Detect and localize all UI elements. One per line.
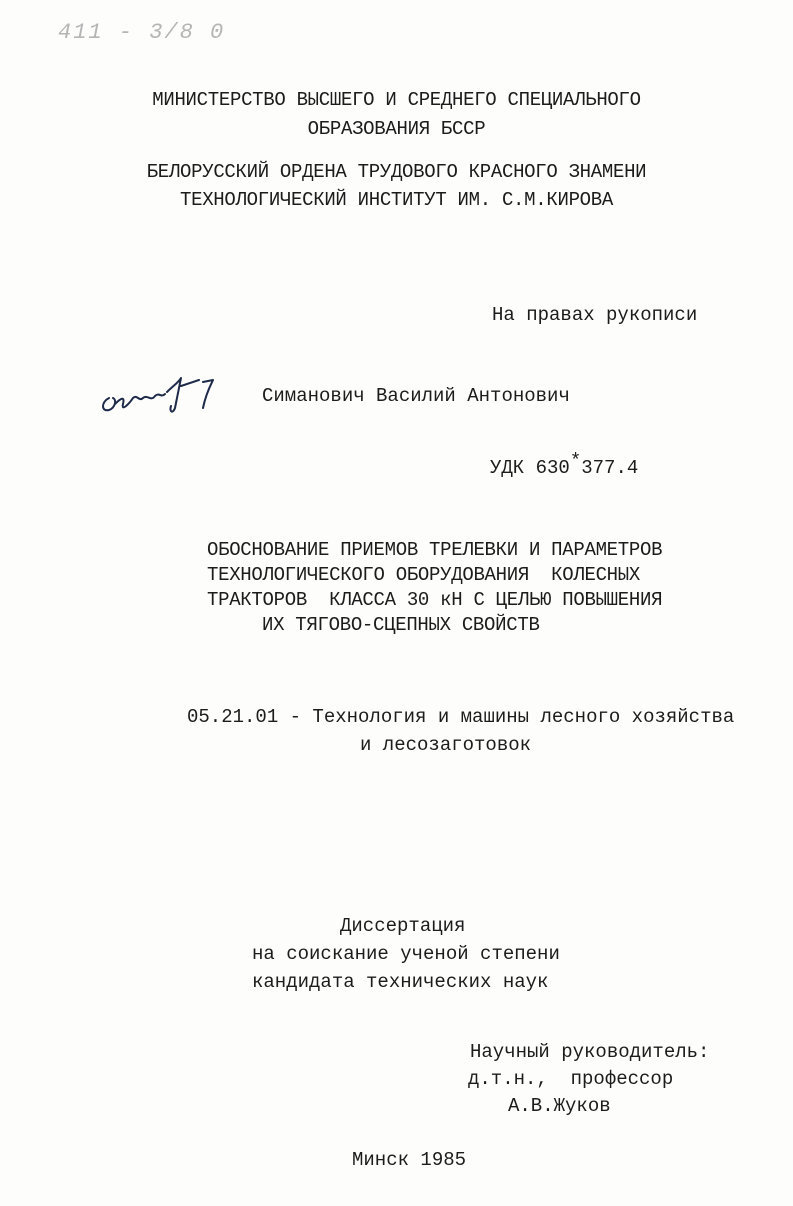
supervisor-name: А.В.Жуков — [508, 1095, 611, 1117]
ministry-line-1: МИНИСТЕРСТВО ВЫСШЕГО И СРЕДНЕГО СПЕЦИАЛЬНОГО — [152, 89, 641, 111]
signature — [95, 368, 225, 424]
udc-prefix: УДК 630 — [490, 457, 570, 479]
udc-asterisk: * — [569, 450, 582, 472]
manuscript-rights: На правах рукописи — [492, 304, 698, 326]
place-year: Минск 1985 — [352, 1149, 467, 1171]
thesis-line-3: кандидата технических наук — [252, 971, 549, 993]
supervisor-degree: д.т.н., профессор — [468, 1068, 674, 1090]
title-line-3: ТРАКТОРОВ КЛАССА 30 кН С ЦЕЛЬЮ ПОВЫШЕНИЯ — [207, 589, 663, 611]
title-line-2: ТЕХНОЛОГИЧЕСКОГО ОБОРУДОВАНИЯ КОЛЕСНЫХ — [207, 564, 640, 586]
institute-line-2: ТЕХНОЛОГИЧЕСКИЙ ИНСТИТУТ ИМ. С.М.КИРОВА — [180, 189, 613, 211]
udc-suffix: 377.4 — [581, 457, 639, 479]
thesis-line-1: Диссертация — [340, 915, 466, 937]
specialty-line-2: и лесозаготовок — [360, 734, 532, 756]
title-line-1: ОБОСНОВАНИЕ ПРИЕМОВ ТРЕЛЕВКИ И ПАРАМЕТРОВ — [207, 539, 663, 561]
udc-code — [490, 450, 639, 480]
supervisor-label: Научный руководитель: — [470, 1041, 710, 1063]
thesis-line-2: на соискание ученой степени — [252, 943, 560, 965]
author-name: Симанович Василий Антонович — [262, 385, 570, 407]
institute-line-1: БЕЛОРУССКИЙ ОРДЕНА ТРУДОВОГО КРАСНОГО ЗНАМЕНИ — [146, 161, 647, 183]
specialty-line-1: 05.21.01 - Технология и машины лесного хозяйства — [187, 706, 735, 728]
ministry-line-2: ОБРАЗОВАНИЯ БССР — [307, 118, 486, 140]
archive-stamp: 411 - 3/8 0 — [58, 20, 226, 45]
title-line-4: ИХ ТЯГОВО-СЦЕПНЫХ СВОЙСТВ — [262, 614, 540, 636]
